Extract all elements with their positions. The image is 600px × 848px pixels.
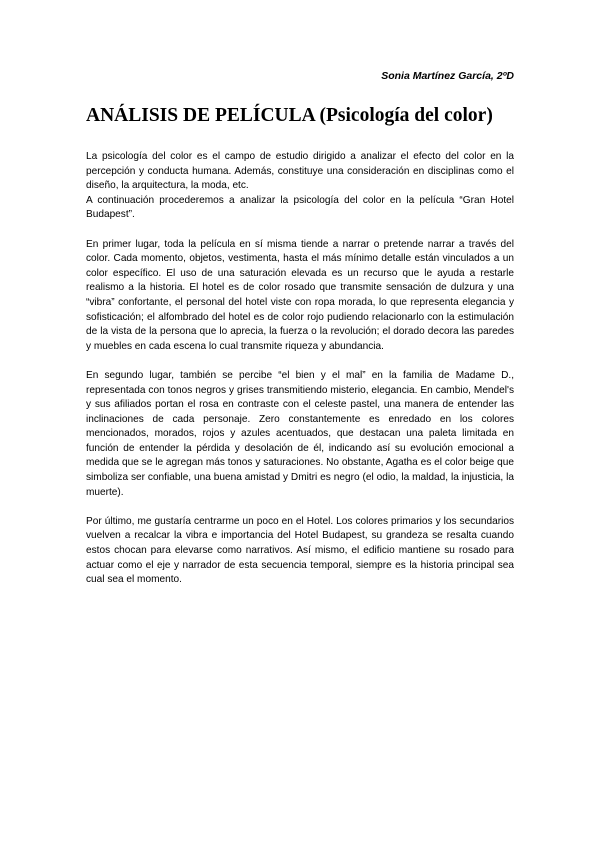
document-body bbox=[86, 150, 514, 602]
paragraph-intro: La psicología del color es el campo de estudio dirigido a analizar el efecto del color en la percepción y conducta humana. Además, constituye una consideración en disciplinas como el diseño, la arquitectura, la moda, etc. bbox=[86, 151, 514, 192]
paragraph-last: Por último, me gustaría centrarme un poco en el Hotel. Los colores primarios y los secundarios vuelven a recalcar la vibra e importancia del Hotel Budapest, su grandeza se resalta cuando estos chocan para elevarse como narrativos. Así mismo, el edificio mantiene su rosado para actuar como el eje y narrador de esta secuencia temporal, siempre es la historia principal sea cual sea el momento. bbox=[86, 515, 514, 586]
paragraph-intro-continuation: A continuación procederemos a analizar la psicología del color en la película “Gran Hotel Budapest”. bbox=[86, 194, 514, 221]
paragraph-first: En primer lugar, toda la película en sí misma tiende a narrar o pretende narrar a través del color. Cada momento, objetos, vestimenta, hasta el más mínimo detalle están vinculados a un color específico. El uso de una saturación elevada es un recurso que le ayuda a restarle realismo a la historia. El hotel es de color rosado que transmite sensación de dulzura y una “vibra” confortante, el personal del hotel viste con ropa morada, lo que representa elegancia y sofisticación; el alfombrado del hotel es de color rojo pudiendo relacionarlo con la estimulación de la vista de la persona que lo aprecia, la fuerza o la revolución; el dorado decora las paredes y muebles en cada escena lo cual transmite riqueza y abundancia. bbox=[86, 238, 514, 352]
paragraph-second: En segundo lugar, también se percibe “el bien y el mal” en la familia de Madame D., representada con tonos negros y grises transmitiendo misterio, elegancia. En cambio, Mendel's y sus afiliados portan el rosa en contraste con el celeste pastel, una manera de entender las inclinaciones de cada personaje. Zero constantemente es enredado en los colores mencionados, morados, rojos y azules acentuados, que destacan una paleta limitada en función de entender la pérdida y desolación de él, indicando así su evolución emocional a medida que se le agregan más tonos y saturaciones. No obstante, Agatha es el color beige que simboliza ser confiable, una buena amistad y Dmitri es negro (el odio, la maldad, la injusticia, la muerte). bbox=[86, 369, 514, 498]
page-title: ANÁLISIS DE PELÍCULA (Psicología del color) bbox=[86, 105, 493, 126]
author-name: Sonia Martínez García, 2ºD bbox=[381, 70, 514, 82]
